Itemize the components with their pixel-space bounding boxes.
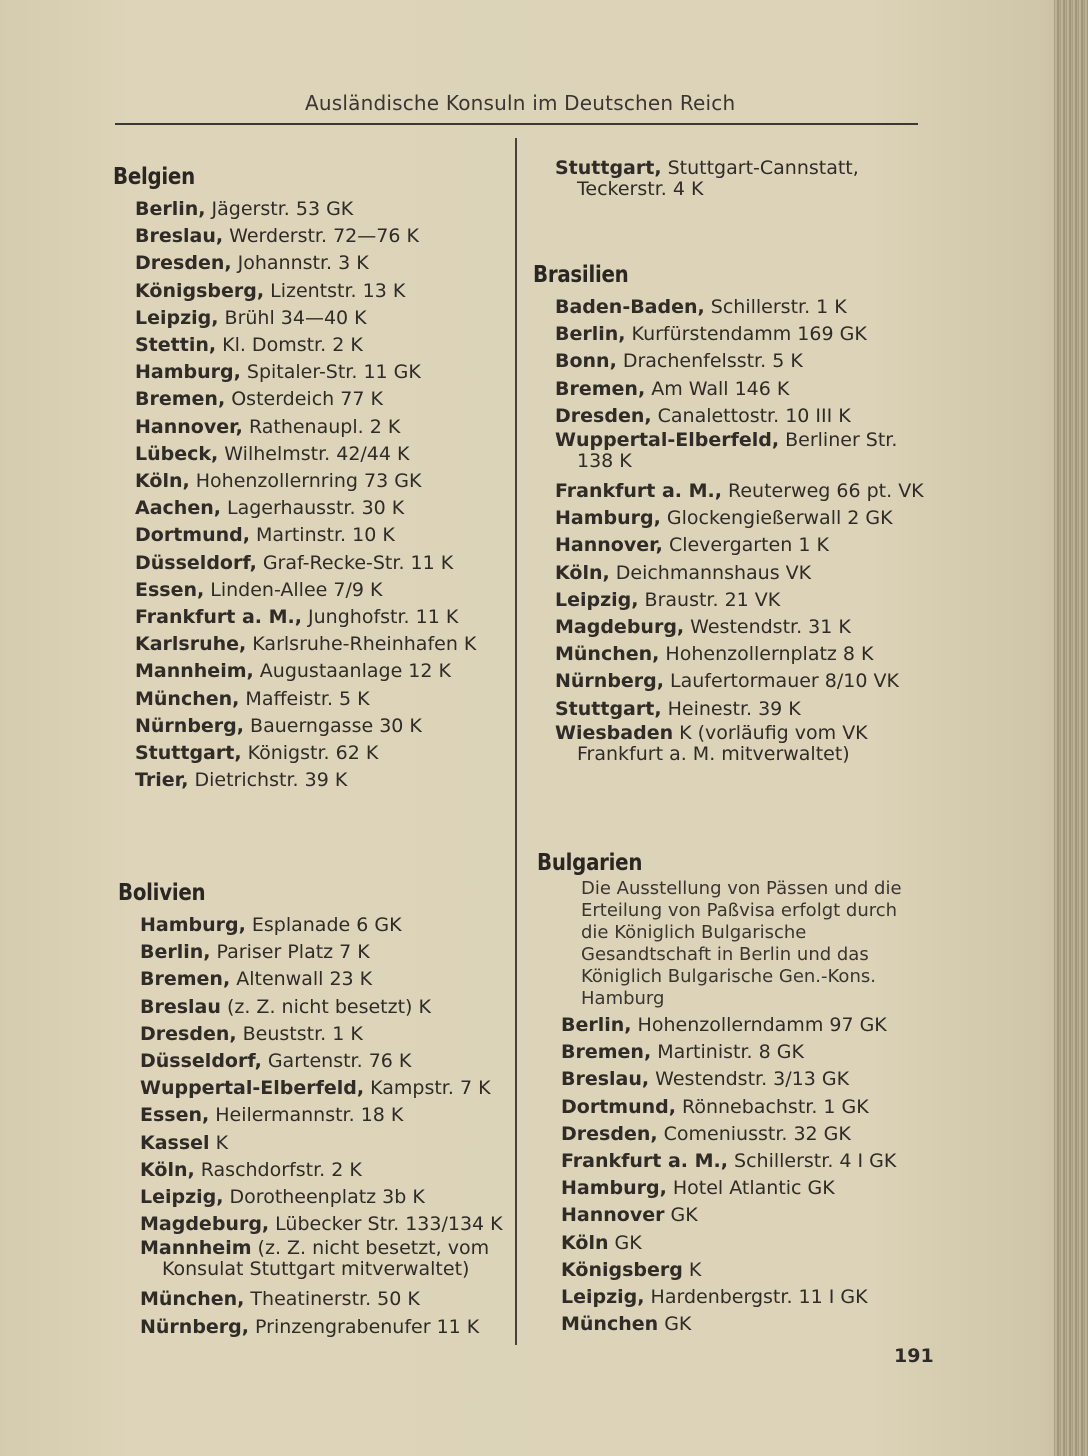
- list-item: [555, 376, 927, 403]
- city-name: Bremen,: [140, 968, 231, 991]
- city-name: Königsberg: [561, 1258, 683, 1281]
- address: Linden-Allee 7/9 K: [204, 578, 383, 601]
- list-item: [135, 604, 513, 631]
- list-item: [561, 1148, 937, 1175]
- address: Hohenzollernring 73 GK: [189, 470, 422, 493]
- address: Hohenzollerndamm 97 GK: [631, 1014, 887, 1036]
- list-item: [140, 1021, 512, 1048]
- consulate-list: [555, 294, 927, 765]
- address: Kurfürstendamm 169 GK: [625, 323, 867, 346]
- list-item: [140, 1157, 512, 1184]
- address: Lübecker Str. 133/134 K: [269, 1213, 503, 1236]
- list-item: [140, 1048, 512, 1075]
- list-item: [561, 1257, 937, 1284]
- list-item: [561, 1202, 937, 1229]
- list-item: [555, 403, 927, 430]
- list-item: [140, 994, 512, 1021]
- city-name: Mannheim: [140, 1237, 252, 1260]
- list-item: [135, 522, 513, 549]
- list-item: [135, 767, 513, 794]
- address: Karlsruhe-Rheinhafen K: [246, 633, 477, 656]
- address: Prinzengrabenufer 11 K: [249, 1315, 480, 1338]
- list-item: [135, 550, 513, 577]
- list-item: [561, 1039, 937, 1066]
- city-name: Königsberg,: [135, 279, 265, 302]
- address: Augustaanlage 12 K: [253, 660, 451, 683]
- list-item: [140, 939, 512, 966]
- list-item: [135, 631, 513, 658]
- list-item: [555, 532, 927, 559]
- list-item: [135, 713, 513, 740]
- city-name: Frankfurt a. M.,: [555, 480, 722, 503]
- city-name: München: [561, 1313, 659, 1336]
- page-number: 191: [894, 1345, 934, 1367]
- city-name: Hannover,: [135, 415, 243, 438]
- list-item: [561, 1230, 937, 1257]
- list-item: [555, 587, 927, 614]
- city-name: Leipzig,: [135, 306, 219, 329]
- city-name: Hamburg,: [561, 1177, 667, 1200]
- city-name: Baden-Baden,: [555, 296, 705, 318]
- address: Kl. Domstr. 2 K: [216, 334, 363, 357]
- address: Berliner Str. 138 K: [577, 429, 898, 473]
- address: Clevergarten 1 K: [662, 534, 829, 557]
- city-name: Stuttgart,: [135, 742, 242, 765]
- section-heading: Brasilien: [533, 262, 629, 288]
- city-name: Berlin,: [561, 1014, 632, 1036]
- city-name: Bonn,: [555, 350, 617, 373]
- consulate-list: [561, 1012, 937, 1338]
- address: Bauerngasse 30 K: [244, 714, 422, 737]
- city-name: Stuttgart,: [555, 697, 662, 720]
- stuttgart-carryover: [555, 158, 935, 206]
- list-item: [555, 560, 927, 587]
- list-item: [561, 1175, 937, 1202]
- city-name: Bremen,: [561, 1041, 652, 1064]
- city-name: Berlin,: [555, 323, 626, 346]
- running-header: Ausländische Konsuln im Deutschen Reich: [305, 91, 736, 115]
- city-name: Düsseldorf,: [140, 1050, 262, 1073]
- city-name: Wuppertal-Elberfeld,: [555, 429, 780, 452]
- address: Laufertormauer 8/10 VK: [664, 670, 899, 693]
- city-name: Hamburg,: [135, 361, 241, 384]
- city-name: Dortmund,: [135, 524, 250, 547]
- list-item: [135, 250, 513, 277]
- address: Am Wall 146 K: [645, 377, 790, 400]
- city-name: Köln,: [140, 1158, 195, 1181]
- list-item: [140, 912, 512, 939]
- consulate-list: [135, 196, 513, 794]
- city-name: Köln,: [555, 561, 610, 584]
- city-name: Trier,: [135, 769, 189, 792]
- list-item: [135, 686, 513, 713]
- address: Reuterweg 66 pt. VK: [721, 480, 924, 503]
- list-item: [140, 1102, 512, 1129]
- bulgarien-note: Die Ausstellung von Pässen und die Erteilung von Paßvisa erfolgt durch die Königlich Bulgarische Gesandtschaft in Berlin und das Königlich Bulgarische Gen.-Kons. Hamburg: [581, 878, 902, 1009]
- list-item: [555, 430, 925, 472]
- address: Theatinerstr. 50 K: [244, 1288, 420, 1311]
- address: Glockengießerwall 2 GK: [660, 507, 893, 530]
- address: Königstr. 62 K: [241, 742, 379, 765]
- list-item: [561, 1094, 937, 1121]
- city-name: Kassel: [140, 1131, 210, 1154]
- city-name: Essen,: [135, 578, 205, 601]
- list-item: [135, 468, 513, 495]
- address: Lagerhausstr. 30 K: [220, 497, 405, 520]
- address: Wilhelmstr. 42/44 K: [218, 442, 410, 465]
- city-name: Dresden,: [140, 1022, 237, 1045]
- address: GK: [664, 1204, 698, 1227]
- address: Schillerstr. 1 K: [704, 296, 847, 318]
- city-name: Düsseldorf,: [135, 551, 257, 574]
- list-item: [561, 1012, 937, 1039]
- city-name: Frankfurt a. M.,: [561, 1150, 728, 1173]
- address: Brühl 34—40 K: [218, 306, 367, 329]
- section-brasilien: [533, 262, 933, 771]
- address: Osterdeich 77 K: [225, 388, 383, 411]
- city-name: Köln,: [135, 470, 190, 493]
- list-item: [135, 414, 513, 441]
- city-name: Frankfurt a. M.,: [135, 606, 302, 629]
- city-name: Karlsruhe,: [135, 633, 247, 656]
- list-item: [135, 658, 513, 685]
- city-name: Stuttgart,: [555, 157, 662, 179]
- city-name: Mannheim,: [135, 660, 254, 683]
- city-name: Nürnberg,: [555, 670, 664, 693]
- section-bolivien: [118, 880, 513, 1341]
- address: Comeniusstr. 32 GK: [657, 1122, 851, 1145]
- address: Schillerstr. 4 I GK: [727, 1150, 897, 1173]
- address: (z. Z. nicht besetzt) K: [220, 995, 431, 1018]
- list-item: [135, 332, 513, 359]
- list-item: [135, 305, 513, 332]
- address: Dorotheenplatz 3b K: [223, 1186, 425, 1209]
- address: Pariser Platz 7 K: [210, 941, 370, 964]
- column-divider: [515, 138, 517, 1345]
- section-bulgarien: [537, 850, 937, 1338]
- city-name: Köln: [561, 1231, 609, 1254]
- city-name: Dresden,: [135, 252, 232, 275]
- city-name: Magdeburg,: [140, 1213, 270, 1236]
- address: Spitaler-Str. 11 GK: [240, 361, 421, 384]
- header-rule: [115, 123, 918, 125]
- address: Esplanade 6 GK: [245, 914, 402, 936]
- address: Gartenstr. 76 K: [261, 1050, 412, 1073]
- city-name: Bremen,: [135, 388, 226, 411]
- address: Martinstr. 10 K: [249, 524, 395, 547]
- list-item: [561, 1284, 937, 1311]
- address: Hohenzollernplatz 8 K: [659, 643, 874, 666]
- page-edge-stack: [1054, 0, 1088, 1456]
- section-heading: Bulgarien: [537, 850, 643, 876]
- city-name: Berlin,: [135, 198, 206, 220]
- address: Junghofstr. 11 K: [301, 606, 459, 629]
- address: K: [209, 1131, 229, 1154]
- city-name: Hannover: [561, 1204, 665, 1227]
- list-item: [555, 348, 927, 375]
- city-name: Hamburg,: [140, 914, 246, 936]
- list-item: [135, 441, 513, 468]
- city-name: Breslau: [140, 995, 221, 1018]
- address: Lizentstr. 13 K: [264, 279, 406, 302]
- list-item: [555, 478, 927, 505]
- city-name: Leipzig,: [140, 1186, 224, 1209]
- address: Canalettostr. 10 III K: [651, 404, 851, 427]
- city-name: München,: [135, 687, 240, 710]
- list-item: [135, 278, 513, 305]
- city-name: Leipzig,: [555, 588, 639, 611]
- address: Rathenaupl. 2 K: [242, 415, 401, 438]
- address: Raschdorfstr. 2 K: [194, 1158, 362, 1181]
- list-item: [555, 696, 927, 723]
- address: Jägerstr. 53 GK: [205, 198, 354, 220]
- city-name: Nürnberg,: [135, 714, 244, 737]
- address: Drachenfelsstr. 5 K: [616, 350, 803, 373]
- list-item: [135, 740, 513, 767]
- address: GK: [658, 1313, 692, 1336]
- list-item: [555, 321, 927, 348]
- address: Heilermannstr. 18 K: [209, 1104, 404, 1127]
- list-item: [135, 386, 513, 413]
- city-name: Hannover,: [555, 534, 663, 557]
- list-item: [135, 359, 513, 386]
- address: Kampstr. 7 K: [364, 1077, 491, 1100]
- city-name: Magdeburg,: [555, 616, 685, 639]
- address: Hardenbergstr. 11 I GK: [644, 1286, 868, 1309]
- address: Stuttgart-Cannstatt, Teckerstr. 4 K: [577, 157, 859, 200]
- address: Werderstr. 72—76 K: [223, 225, 419, 248]
- list-item: [140, 1286, 512, 1313]
- city-name: Dresden,: [561, 1122, 658, 1145]
- city-name: Wuppertal-Elberfeld,: [140, 1077, 365, 1100]
- city-name: Dortmund,: [561, 1095, 676, 1118]
- address: Altenwall 23 K: [230, 968, 373, 991]
- list-item: [140, 1211, 512, 1238]
- list-item: [555, 505, 927, 532]
- list-item: [135, 196, 513, 223]
- city-name: München,: [140, 1288, 245, 1311]
- list-item: [140, 1314, 512, 1341]
- address: GK: [608, 1231, 642, 1254]
- address: Hotel Atlantic GK: [666, 1177, 835, 1200]
- address: Beuststr. 1 K: [236, 1022, 363, 1045]
- address: Dietrichstr. 39 K: [188, 769, 348, 792]
- address: Heinestr. 39 K: [661, 697, 801, 720]
- list-item: [135, 577, 513, 604]
- consulate-list: [140, 912, 512, 1341]
- section-heading: Belgien: [113, 164, 195, 190]
- address: K (vorläufig vom VK Frankfurt a. M. mitverwaltet): [577, 721, 868, 765]
- section-belgien: [113, 164, 513, 794]
- list-item: [135, 495, 513, 522]
- list-item: [555, 158, 917, 200]
- list-item: [555, 614, 927, 641]
- list-item: [135, 223, 513, 250]
- address: Johannstr. 3 K: [231, 252, 369, 275]
- address: Martinistr. 8 GK: [651, 1041, 804, 1064]
- list-item: [555, 294, 927, 321]
- city-name: Leipzig,: [561, 1286, 645, 1309]
- list-item: [561, 1121, 937, 1148]
- list-item: [555, 723, 925, 765]
- list-item: [561, 1311, 937, 1338]
- city-name: München,: [555, 643, 660, 666]
- list-item: [555, 668, 927, 695]
- city-name: Aachen,: [135, 497, 221, 520]
- section-heading: Bolivien: [118, 880, 206, 906]
- city-name: Bremen,: [555, 377, 646, 400]
- address: Maffeistr. 5 K: [239, 687, 370, 710]
- list-item: [140, 1075, 512, 1102]
- address: Westendstr. 3/13 GK: [649, 1068, 850, 1091]
- list-item: [140, 1184, 512, 1211]
- city-name: Lübeck,: [135, 442, 219, 465]
- list-item: [555, 641, 927, 668]
- city-name: Nürnberg,: [140, 1315, 249, 1338]
- list-item: [140, 1238, 534, 1280]
- city-name: Berlin,: [140, 941, 211, 964]
- city-name: Breslau,: [561, 1068, 650, 1091]
- list-item: [140, 1130, 512, 1157]
- address: Westendstr. 31 K: [684, 616, 851, 639]
- address: Braustr. 21 VK: [638, 588, 781, 611]
- address: Rönnebachstr. 1 GK: [675, 1095, 869, 1118]
- address: Graf-Recke-Str. 11 K: [256, 551, 454, 574]
- city-name: Stettin,: [135, 334, 217, 357]
- address: Deichmannshaus VK: [609, 561, 812, 584]
- city-name: Essen,: [140, 1104, 210, 1127]
- address: (z. Z. nicht besetzt, vom Konsulat Stuttgart mitverwaltet): [162, 1237, 490, 1281]
- city-name: Dresden,: [555, 404, 652, 427]
- city-name: Wiesbaden: [555, 721, 674, 744]
- list-item: [140, 966, 512, 993]
- address: K: [682, 1258, 702, 1281]
- city-name: Breslau,: [135, 225, 224, 248]
- list-item: [561, 1066, 937, 1093]
- city-name: Hamburg,: [555, 507, 661, 530]
